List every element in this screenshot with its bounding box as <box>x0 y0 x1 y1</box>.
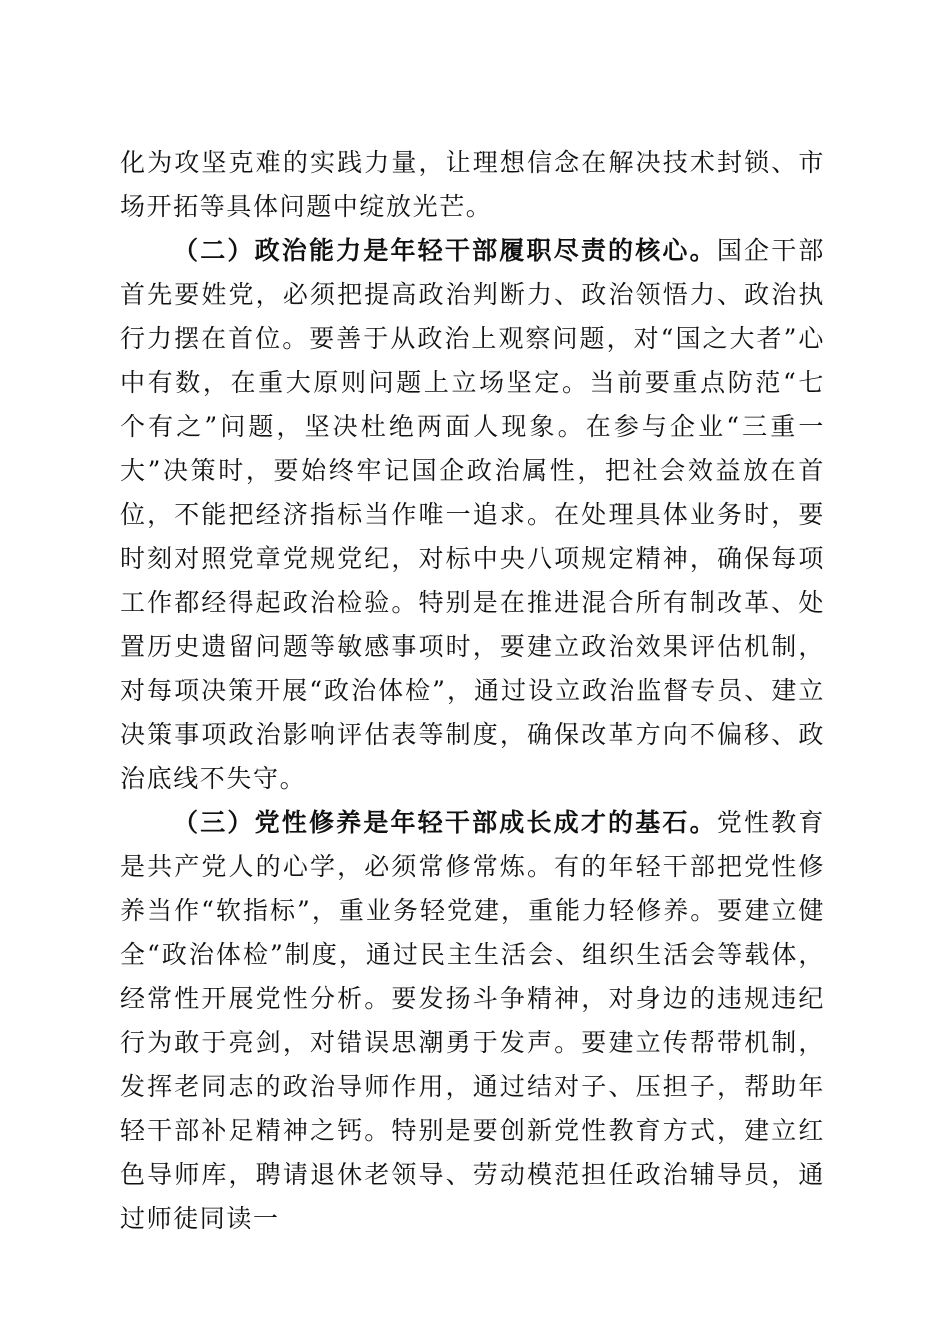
paragraph-continuation <box>120 141 825 229</box>
paragraph-party-spirit <box>120 801 825 1241</box>
paragraph-body: 化为攻坚克难的实践力量，让理想信念在解决技术封锁、市场开拓等具体问题中绽放光芒。 <box>120 148 825 221</box>
document-body <box>120 141 825 1241</box>
paragraph-body: 国企干部首先要姓党，必须把提高政治判断力、政治领悟力、政治执行力摆在首位。要善于从政治上观察问题，对“国之大者”心中有数，在重大原则问题上立场坚定。当前要重点防范“七个有之”问题，坚决杜绝两面人现象。在参与企业“三重一大”决策时，要始终牢记国企政治属性，把社会效益放在首位，不能把经济指标当作唯一追求。在处理具体业务时，要时刻对照党章党规党纪，对标中央八项规定精神，确保每项工作都经得起政治检验。特别是在推进混合所有制改革、处置历史遗留问题等敏感事项时，要建立政治效果评估机制，对每项决策开展“政治体检”，通过设立政治监督专员、建立决策事项政治影响评估表等制度，确保改革方向不偏移、政治底线不失守。 <box>120 236 825 793</box>
paragraph-body: 党性教育是共产党人的心学，必须常修常炼。有的年轻干部把党性修养当作“软指标”，重业务轻党建，重能力轻修养。要建立健全“政治体检”制度，通过民主生活会、组织生活会等载体，经常性开展党性分析。要发扬斗争精神，对身边的违规违纪行为敢于亮剑，对错误思潮勇于发声。要建立传帮带机制，发挥老同志的政治导师作用，通过结对子、压担子，帮助年轻干部补足精神之钙。特别是要创新党性教育方式，建立红色导师库，聘请退休老领导、劳动模范担任政治辅导员，通过师徒同读一 <box>120 808 825 1233</box>
section-heading-2: （二）政治能力是年轻干部履职尽责的核心。 <box>173 236 717 265</box>
paragraph-political-ability <box>120 229 825 801</box>
section-heading-3: （三）党性修养是年轻干部成长成才的基石。 <box>173 808 717 837</box>
